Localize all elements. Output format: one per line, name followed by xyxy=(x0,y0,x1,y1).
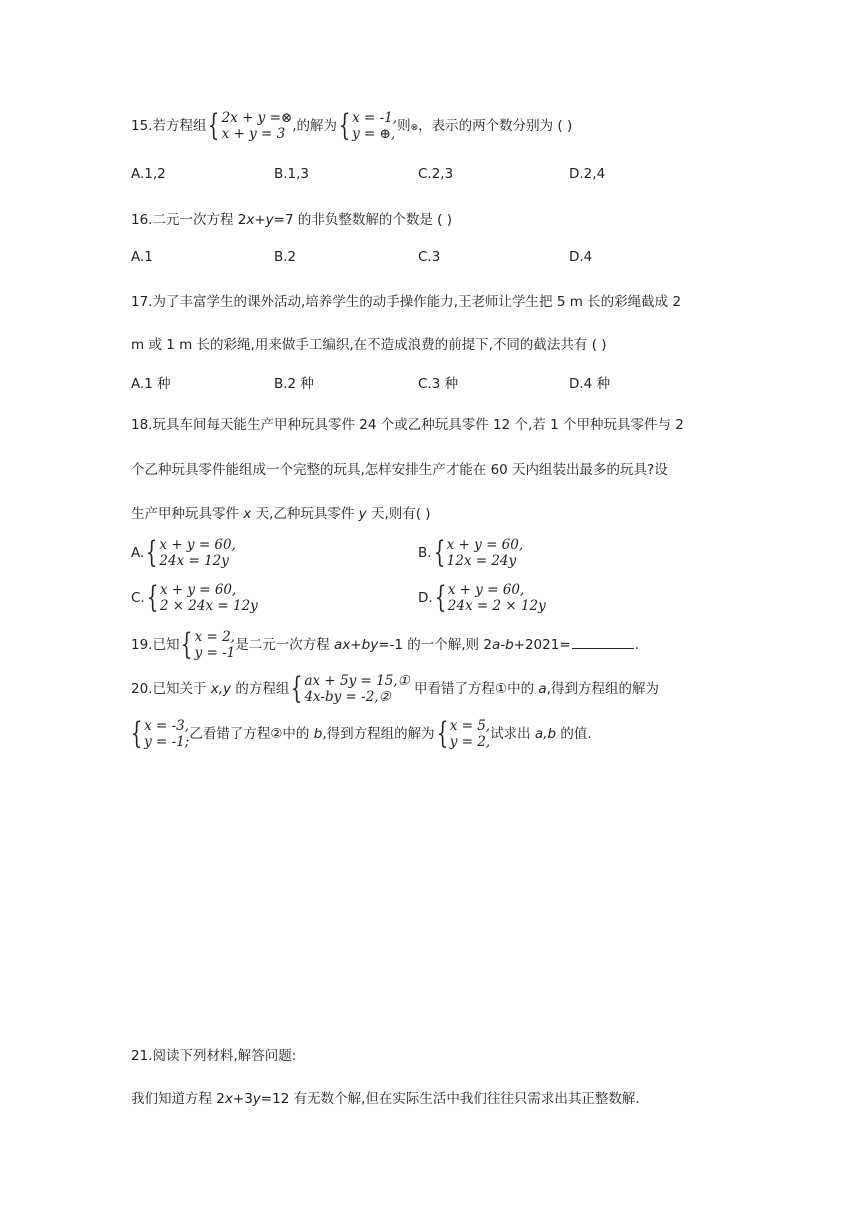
left-brace-icon: { xyxy=(146,535,158,570)
left-brace-icon: { xyxy=(181,627,193,662)
left-brace-icon: { xyxy=(208,108,220,143)
option-b: B.2 种 xyxy=(274,376,314,392)
left-brace-icon: { xyxy=(291,671,303,706)
option-c: C.2,3 xyxy=(418,166,454,182)
option-b: B.1,3 xyxy=(274,166,310,182)
question-16: 16.二元一次方程 2x+y=7 的非负整数解的个数是 ( ) xyxy=(131,212,452,228)
option-c: C.3 种 xyxy=(418,376,459,392)
solution-system: x = -1, y = ⊕, xyxy=(352,110,398,142)
question-17-line-2: m 或 1 m 长的彩绳,用来做手工编织,在不造成浪费的前提下,不同的截法共有 ( ) xyxy=(131,337,607,353)
question-18-line-2: 个乙种玩具零件能组成一个完整的玩具,怎样安排生产才能在 60 天内组装出最多的玩具?设 xyxy=(131,462,668,478)
option-a: A.1 种 xyxy=(131,376,171,392)
option-b: B.{ x + y = 60, 12x = 24y xyxy=(418,535,524,570)
question-18-line-1: 18.玩具车间每天能生产甲种玩具零件 24 个或乙种玩具零件 12 个,若 1 个甲种玩具零件与 2 xyxy=(131,417,684,433)
left-brace-icon: { xyxy=(436,716,448,751)
option-d: D.4 种 xyxy=(569,376,611,392)
left-brace-icon: { xyxy=(338,108,351,143)
answer-blank[interactable] xyxy=(572,637,634,649)
option-d: D.{ x + y = 60, 24x = 2 × 12y xyxy=(418,580,546,615)
option-d: D.2,4 xyxy=(569,166,606,182)
option-c: C.3 xyxy=(418,249,441,265)
equation-system: 2x + y =⊗ x + y = 3 xyxy=(221,110,293,142)
question-15: 15.若方程组{ 2x + y =⊗ x + y = 3 ,的解为{ x = -1, y = ⊕, 则⊗，表示的两个数分别为 ( ) xyxy=(131,108,573,143)
question-20-line-1: 20.已知关于 x,y 的方程组{ ax + 5y = 15,① 4x-by = -2,② 甲看错了方程①中的 a,得到方程组的解为 xyxy=(131,671,659,706)
left-brace-icon: { xyxy=(434,580,446,615)
option-a: A.{ x + y = 60, 24x = 12y xyxy=(131,535,236,570)
option-d: D.4 xyxy=(569,249,593,265)
question-21-line-2: 我们知道方程 2x+3y=12 有无数个解,但在实际生活中我们往往只需求出其正整数解. xyxy=(131,1091,640,1107)
option-a: A.1 xyxy=(131,249,153,265)
left-brace-icon: { xyxy=(433,535,445,570)
option-b: B.2 xyxy=(274,249,297,265)
question-17-line-1: 17.为了丰富学生的课外活动,培养学生的动手操作能力,王老师让学生把 5 m 长的彩绳截成 2 xyxy=(131,294,682,310)
option-a: A.1,2 xyxy=(131,166,166,182)
option-c: C.{ x + y = 60, 2 × 24x = 12y xyxy=(131,580,258,615)
question-18-line-3: 生产甲种玩具零件 x 天,乙种玩具零件 y 天,则有( ) xyxy=(131,506,431,522)
question-20-line-2: { x = -3, y = -1;乙看错了方程②中的 b,得到方程组的解为{ x = 5, y = 2,试求出 a,b 的值. xyxy=(130,716,592,751)
left-brace-icon: { xyxy=(130,716,143,751)
question-21-line-1: 21.阅读下列材料,解答问题: xyxy=(131,1048,297,1064)
left-brace-icon: { xyxy=(146,580,158,615)
question-19: 19.已知{ x = 2, y = -1是二元一次方程 ax+by=-1 的一个解,则 2a-b+2021= . xyxy=(131,627,639,662)
